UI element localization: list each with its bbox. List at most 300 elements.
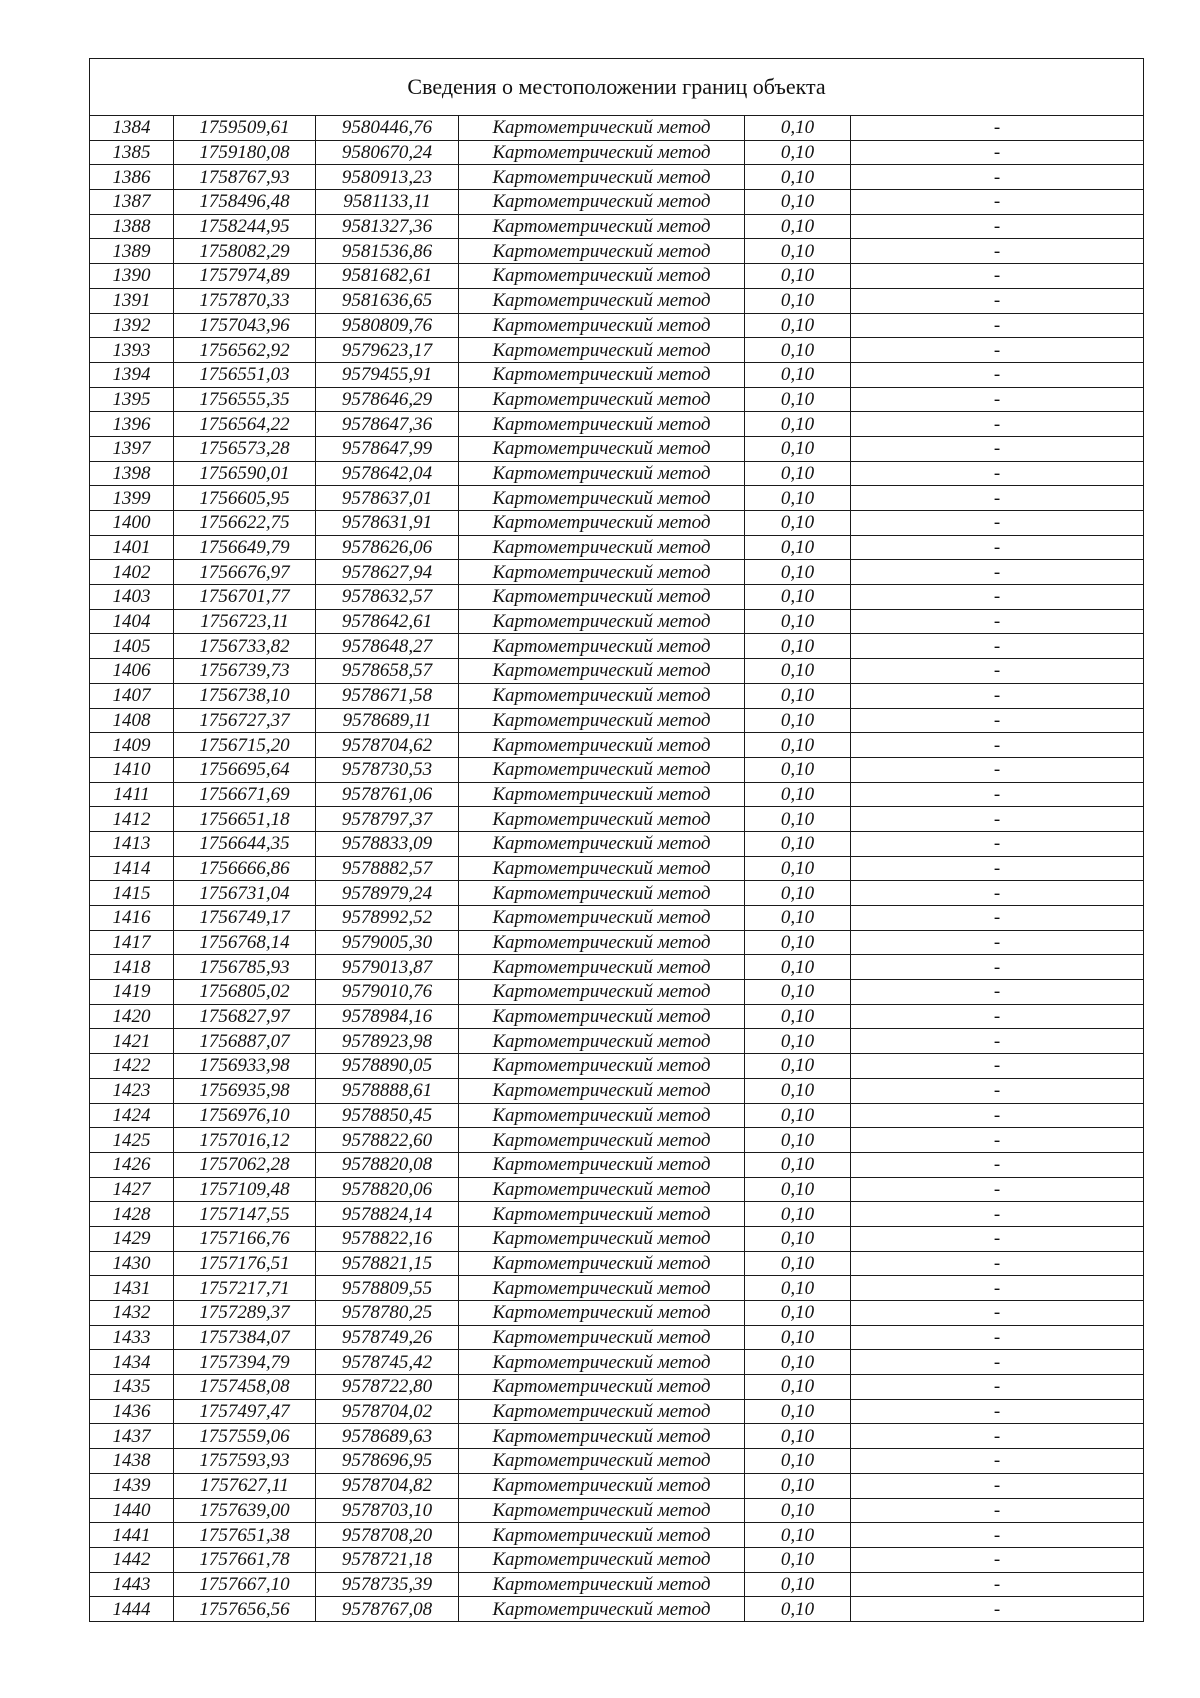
method-cell: Картометрический метод [459,1473,745,1498]
x-coordinate-cell: 1756562,92 [174,338,316,363]
y-coordinate-cell: 9578735,39 [316,1572,459,1597]
point-number-cell: 1437 [90,1424,174,1449]
point-number-cell: 1384 [90,116,174,141]
table-row [90,856,1144,881]
accuracy-cell: 0,10 [745,683,851,708]
description-cell: - [851,980,1144,1005]
method-cell: Картометрический метод [459,387,745,412]
y-coordinate-cell: 9578704,02 [316,1399,459,1424]
point-number-cell: 1396 [90,412,174,437]
y-coordinate-cell: 9578888,61 [316,1078,459,1103]
table-row [90,190,1144,215]
point-number-cell: 1424 [90,1103,174,1128]
method-cell: Картометрический метод [459,1251,745,1276]
x-coordinate-cell: 1757627,11 [174,1473,316,1498]
point-number-cell: 1414 [90,856,174,881]
point-number-cell: 1402 [90,560,174,585]
x-coordinate-cell: 1757870,33 [174,288,316,313]
accuracy-cell: 0,10 [745,214,851,239]
point-number-cell: 1395 [90,387,174,412]
table-row [90,436,1144,461]
description-cell: - [851,585,1144,610]
y-coordinate-cell: 9578647,36 [316,412,459,437]
y-coordinate-cell: 9578689,63 [316,1424,459,1449]
y-coordinate-cell: 9578704,82 [316,1473,459,1498]
description-cell: - [851,140,1144,165]
y-coordinate-cell: 9578923,98 [316,1029,459,1054]
accuracy-cell: 0,10 [745,708,851,733]
point-number-cell: 1422 [90,1054,174,1079]
description-cell: - [851,116,1144,141]
point-number-cell: 1441 [90,1523,174,1548]
point-number-cell: 1442 [90,1547,174,1572]
description-cell: - [851,1473,1144,1498]
description-cell: - [851,362,1144,387]
method-cell: Картометрический метод [459,190,745,215]
point-number-cell: 1417 [90,930,174,955]
x-coordinate-cell: 1756671,69 [174,782,316,807]
table-row [90,1276,1144,1301]
accuracy-cell: 0,10 [745,1424,851,1449]
x-coordinate-cell: 1757394,79 [174,1350,316,1375]
y-coordinate-cell: 9578745,42 [316,1350,459,1375]
y-coordinate-cell: 9578647,99 [316,436,459,461]
description-cell: - [851,313,1144,338]
y-coordinate-cell: 9578749,26 [316,1325,459,1350]
table-row [90,264,1144,289]
method-cell: Картометрический метод [459,313,745,338]
table-row [90,313,1144,338]
y-coordinate-cell: 9578761,06 [316,782,459,807]
table-row [90,1078,1144,1103]
x-coordinate-cell: 1757289,37 [174,1301,316,1326]
table-row [90,1226,1144,1251]
accuracy-cell: 0,10 [745,461,851,486]
x-coordinate-cell: 1757639,00 [174,1498,316,1523]
x-coordinate-cell: 1756976,10 [174,1103,316,1128]
y-coordinate-cell: 9579013,87 [316,955,459,980]
point-number-cell: 1398 [90,461,174,486]
accuracy-cell: 0,10 [745,1276,851,1301]
method-cell: Картометрический метод [459,1375,745,1400]
x-coordinate-cell: 1759180,08 [174,140,316,165]
accuracy-cell: 0,10 [745,511,851,536]
description-cell: - [851,1004,1144,1029]
table-row [90,1597,1144,1622]
accuracy-cell: 0,10 [745,1004,851,1029]
y-coordinate-cell: 9578642,61 [316,609,459,634]
accuracy-cell: 0,10 [745,190,851,215]
point-number-cell: 1433 [90,1325,174,1350]
x-coordinate-cell: 1756590,01 [174,461,316,486]
y-coordinate-cell: 9578637,01 [316,486,459,511]
point-number-cell: 1387 [90,190,174,215]
x-coordinate-cell: 1757043,96 [174,313,316,338]
method-cell: Картометрический метод [459,461,745,486]
y-coordinate-cell: 9578689,11 [316,708,459,733]
method-cell: Картометрический метод [459,362,745,387]
description-cell: - [851,1128,1144,1153]
table-row [90,634,1144,659]
y-coordinate-cell: 9578632,57 [316,585,459,610]
description-cell: - [851,609,1144,634]
point-number-cell: 1404 [90,609,174,634]
method-cell: Картометрический метод [459,807,745,832]
x-coordinate-cell: 1756622,75 [174,511,316,536]
method-cell: Картометрический метод [459,214,745,239]
x-coordinate-cell: 1756666,86 [174,856,316,881]
x-coordinate-cell: 1758244,95 [174,214,316,239]
y-coordinate-cell: 9581636,65 [316,288,459,313]
table-row [90,1301,1144,1326]
method-cell: Картометрический метод [459,659,745,684]
y-coordinate-cell: 9580809,76 [316,313,459,338]
x-coordinate-cell: 1757458,08 [174,1375,316,1400]
description-cell: - [851,1350,1144,1375]
description-cell: - [851,1449,1144,1474]
method-cell: Картометрический метод [459,1177,745,1202]
description-cell: - [851,1375,1144,1400]
method-cell: Картометрический метод [459,683,745,708]
table-row [90,881,1144,906]
description-cell: - [851,436,1144,461]
x-coordinate-cell: 1756727,37 [174,708,316,733]
point-number-cell: 1388 [90,214,174,239]
description-cell: - [851,906,1144,931]
accuracy-cell: 0,10 [745,338,851,363]
method-cell: Картометрический метод [459,140,745,165]
x-coordinate-cell: 1757974,89 [174,264,316,289]
table-row [90,831,1144,856]
x-coordinate-cell: 1757384,07 [174,1325,316,1350]
method-cell: Картометрический метод [459,1399,745,1424]
description-cell: - [851,288,1144,313]
description-cell: - [851,486,1144,511]
table-row [90,1424,1144,1449]
table-row [90,955,1144,980]
table-row [90,486,1144,511]
table-row [90,683,1144,708]
y-coordinate-cell: 9578780,25 [316,1301,459,1326]
x-coordinate-cell: 1758496,48 [174,190,316,215]
table-row [90,708,1144,733]
point-number-cell: 1397 [90,436,174,461]
point-number-cell: 1393 [90,338,174,363]
description-cell: - [851,387,1144,412]
table-row [90,1523,1144,1548]
description-cell: - [851,659,1144,684]
description-cell: - [851,856,1144,881]
accuracy-cell: 0,10 [745,881,851,906]
table-row [90,1473,1144,1498]
description-cell: - [851,1276,1144,1301]
method-cell: Картометрический метод [459,1128,745,1153]
table-row [90,1251,1144,1276]
point-number-cell: 1429 [90,1226,174,1251]
y-coordinate-cell: 9581327,36 [316,214,459,239]
y-coordinate-cell: 9579455,91 [316,362,459,387]
accuracy-cell: 0,10 [745,955,851,980]
method-cell: Картометрический метод [459,782,745,807]
point-number-cell: 1419 [90,980,174,1005]
y-coordinate-cell: 9581682,61 [316,264,459,289]
x-coordinate-cell: 1757147,55 [174,1202,316,1227]
accuracy-cell: 0,10 [745,1375,851,1400]
accuracy-cell: 0,10 [745,906,851,931]
accuracy-cell: 0,10 [745,412,851,437]
y-coordinate-cell: 9578890,05 [316,1054,459,1079]
y-coordinate-cell: 9579005,30 [316,930,459,955]
table-row [90,1572,1144,1597]
table-row [90,214,1144,239]
table-row [90,733,1144,758]
x-coordinate-cell: 1756701,77 [174,585,316,610]
x-coordinate-cell: 1758082,29 [174,239,316,264]
method-cell: Картометрический метод [459,1597,745,1622]
point-number-cell: 1406 [90,659,174,684]
accuracy-cell: 0,10 [745,313,851,338]
description-cell: - [851,461,1144,486]
point-number-cell: 1443 [90,1572,174,1597]
method-cell: Картометрический метод [459,1547,745,1572]
boundary-coordinates-table [89,58,1144,1622]
accuracy-cell: 0,10 [745,1226,851,1251]
table-row [90,1004,1144,1029]
x-coordinate-cell: 1757559,06 [174,1424,316,1449]
accuracy-cell: 0,10 [745,1152,851,1177]
y-coordinate-cell: 9578631,91 [316,511,459,536]
y-coordinate-cell: 9578671,58 [316,683,459,708]
accuracy-cell: 0,10 [745,930,851,955]
description-cell: - [851,1103,1144,1128]
table-row [90,1449,1144,1474]
table-title: Сведения о местоположении границ объекта [90,59,1144,116]
description-cell: - [851,239,1144,264]
method-cell: Картометрический метод [459,609,745,634]
title-row [90,59,1144,116]
description-cell: - [851,1029,1144,1054]
x-coordinate-cell: 1757109,48 [174,1177,316,1202]
table-row [90,116,1144,141]
method-cell: Картометрический метод [459,486,745,511]
description-cell: - [851,1078,1144,1103]
y-coordinate-cell: 9578797,37 [316,807,459,832]
x-coordinate-cell: 1756605,95 [174,486,316,511]
table-row [90,288,1144,313]
table-row [90,609,1144,634]
point-number-cell: 1438 [90,1449,174,1474]
accuracy-cell: 0,10 [745,1449,851,1474]
y-coordinate-cell: 9578984,16 [316,1004,459,1029]
method-cell: Картометрический метод [459,831,745,856]
description-cell: - [851,1523,1144,1548]
point-number-cell: 1440 [90,1498,174,1523]
point-number-cell: 1430 [90,1251,174,1276]
table-row [90,1350,1144,1375]
y-coordinate-cell: 9578642,04 [316,461,459,486]
table-row [90,782,1144,807]
point-number-cell: 1403 [90,585,174,610]
point-number-cell: 1413 [90,831,174,856]
table-row [90,140,1144,165]
description-cell: - [851,1251,1144,1276]
accuracy-cell: 0,10 [745,634,851,659]
method-cell: Картометрический метод [459,511,745,536]
x-coordinate-cell: 1758767,93 [174,165,316,190]
description-cell: - [851,955,1144,980]
point-number-cell: 1390 [90,264,174,289]
x-coordinate-cell: 1757062,28 [174,1152,316,1177]
accuracy-cell: 0,10 [745,980,851,1005]
method-cell: Картометрический метод [459,1276,745,1301]
point-number-cell: 1405 [90,634,174,659]
point-number-cell: 1435 [90,1375,174,1400]
method-cell: Картометрический метод [459,1350,745,1375]
accuracy-cell: 0,10 [745,239,851,264]
x-coordinate-cell: 1756935,98 [174,1078,316,1103]
method-cell: Картометрический метод [459,1572,745,1597]
x-coordinate-cell: 1757656,56 [174,1597,316,1622]
table-row [90,338,1144,363]
description-cell: - [851,264,1144,289]
point-number-cell: 1399 [90,486,174,511]
accuracy-cell: 0,10 [745,733,851,758]
y-coordinate-cell: 9578648,27 [316,634,459,659]
x-coordinate-cell: 1756649,79 [174,535,316,560]
x-coordinate-cell: 1756551,03 [174,362,316,387]
accuracy-cell: 0,10 [745,387,851,412]
description-cell: - [851,1054,1144,1079]
point-number-cell: 1436 [90,1399,174,1424]
method-cell: Картометрический метод [459,1325,745,1350]
method-cell: Картометрический метод [459,1078,745,1103]
table-row [90,980,1144,1005]
y-coordinate-cell: 9578979,24 [316,881,459,906]
y-coordinate-cell: 9579010,76 [316,980,459,1005]
point-number-cell: 1431 [90,1276,174,1301]
y-coordinate-cell: 9580670,24 [316,140,459,165]
description-cell: - [851,190,1144,215]
accuracy-cell: 0,10 [745,560,851,585]
method-cell: Картометрический метод [459,1498,745,1523]
y-coordinate-cell: 9578882,57 [316,856,459,881]
method-cell: Картометрический метод [459,1054,745,1079]
y-coordinate-cell: 9578722,80 [316,1375,459,1400]
x-coordinate-cell: 1756739,73 [174,659,316,684]
y-coordinate-cell: 9578992,52 [316,906,459,931]
method-cell: Картометрический метод [459,1523,745,1548]
method-cell: Картометрический метод [459,1152,745,1177]
x-coordinate-cell: 1757176,51 [174,1251,316,1276]
table-row [90,1202,1144,1227]
point-number-cell: 1410 [90,757,174,782]
y-coordinate-cell: 9578767,08 [316,1597,459,1622]
table-row [90,239,1144,264]
method-cell: Картометрический метод [459,1226,745,1251]
point-number-cell: 1439 [90,1473,174,1498]
y-coordinate-cell: 9578696,95 [316,1449,459,1474]
x-coordinate-cell: 1757667,10 [174,1572,316,1597]
x-coordinate-cell: 1756738,10 [174,683,316,708]
accuracy-cell: 0,10 [745,486,851,511]
y-coordinate-cell: 9578704,62 [316,733,459,758]
accuracy-cell: 0,10 [745,288,851,313]
accuracy-cell: 0,10 [745,1301,851,1326]
description-cell: - [851,683,1144,708]
y-coordinate-cell: 9578833,09 [316,831,459,856]
method-cell: Картометрический метод [459,1449,745,1474]
accuracy-cell: 0,10 [745,140,851,165]
method-cell: Картометрический метод [459,412,745,437]
method-cell: Картометрический метод [459,856,745,881]
accuracy-cell: 0,10 [745,1078,851,1103]
description-cell: - [851,733,1144,758]
y-coordinate-cell: 9578703,10 [316,1498,459,1523]
table-row [90,906,1144,931]
description-cell: - [851,1498,1144,1523]
x-coordinate-cell: 1756715,20 [174,733,316,758]
table-row [90,585,1144,610]
description-cell: - [851,831,1144,856]
table-row [90,1177,1144,1202]
y-coordinate-cell: 9578820,06 [316,1177,459,1202]
y-coordinate-cell: 9578658,57 [316,659,459,684]
table-row [90,930,1144,955]
table-row [90,1547,1144,1572]
table-row [90,1128,1144,1153]
method-cell: Картометрический метод [459,881,745,906]
accuracy-cell: 0,10 [745,362,851,387]
y-coordinate-cell: 9578809,55 [316,1276,459,1301]
x-coordinate-cell: 1756887,07 [174,1029,316,1054]
y-coordinate-cell: 9578820,08 [316,1152,459,1177]
accuracy-cell: 0,10 [745,1498,851,1523]
accuracy-cell: 0,10 [745,1128,851,1153]
table-row [90,165,1144,190]
x-coordinate-cell: 1757166,76 [174,1226,316,1251]
y-coordinate-cell: 9578824,14 [316,1202,459,1227]
x-coordinate-cell: 1756749,17 [174,906,316,931]
point-number-cell: 1412 [90,807,174,832]
y-coordinate-cell: 9578822,60 [316,1128,459,1153]
point-number-cell: 1426 [90,1152,174,1177]
table-row [90,362,1144,387]
y-coordinate-cell: 9578627,94 [316,560,459,585]
x-coordinate-cell: 1756805,02 [174,980,316,1005]
method-cell: Картометрический метод [459,535,745,560]
y-coordinate-cell: 9581133,11 [316,190,459,215]
accuracy-cell: 0,10 [745,436,851,461]
point-number-cell: 1420 [90,1004,174,1029]
method-cell: Картометрический метод [459,116,745,141]
accuracy-cell: 0,10 [745,1572,851,1597]
point-number-cell: 1434 [90,1350,174,1375]
x-coordinate-cell: 1756555,35 [174,387,316,412]
x-coordinate-cell: 1756676,97 [174,560,316,585]
accuracy-cell: 0,10 [745,1523,851,1548]
description-cell: - [851,1424,1144,1449]
method-cell: Картометрический метод [459,930,745,955]
description-cell: - [851,1547,1144,1572]
accuracy-cell: 0,10 [745,116,851,141]
accuracy-cell: 0,10 [745,1399,851,1424]
accuracy-cell: 0,10 [745,1325,851,1350]
y-coordinate-cell: 9578821,15 [316,1251,459,1276]
accuracy-cell: 0,10 [745,1054,851,1079]
y-coordinate-cell: 9578708,20 [316,1523,459,1548]
description-cell: - [851,708,1144,733]
x-coordinate-cell: 1756733,82 [174,634,316,659]
